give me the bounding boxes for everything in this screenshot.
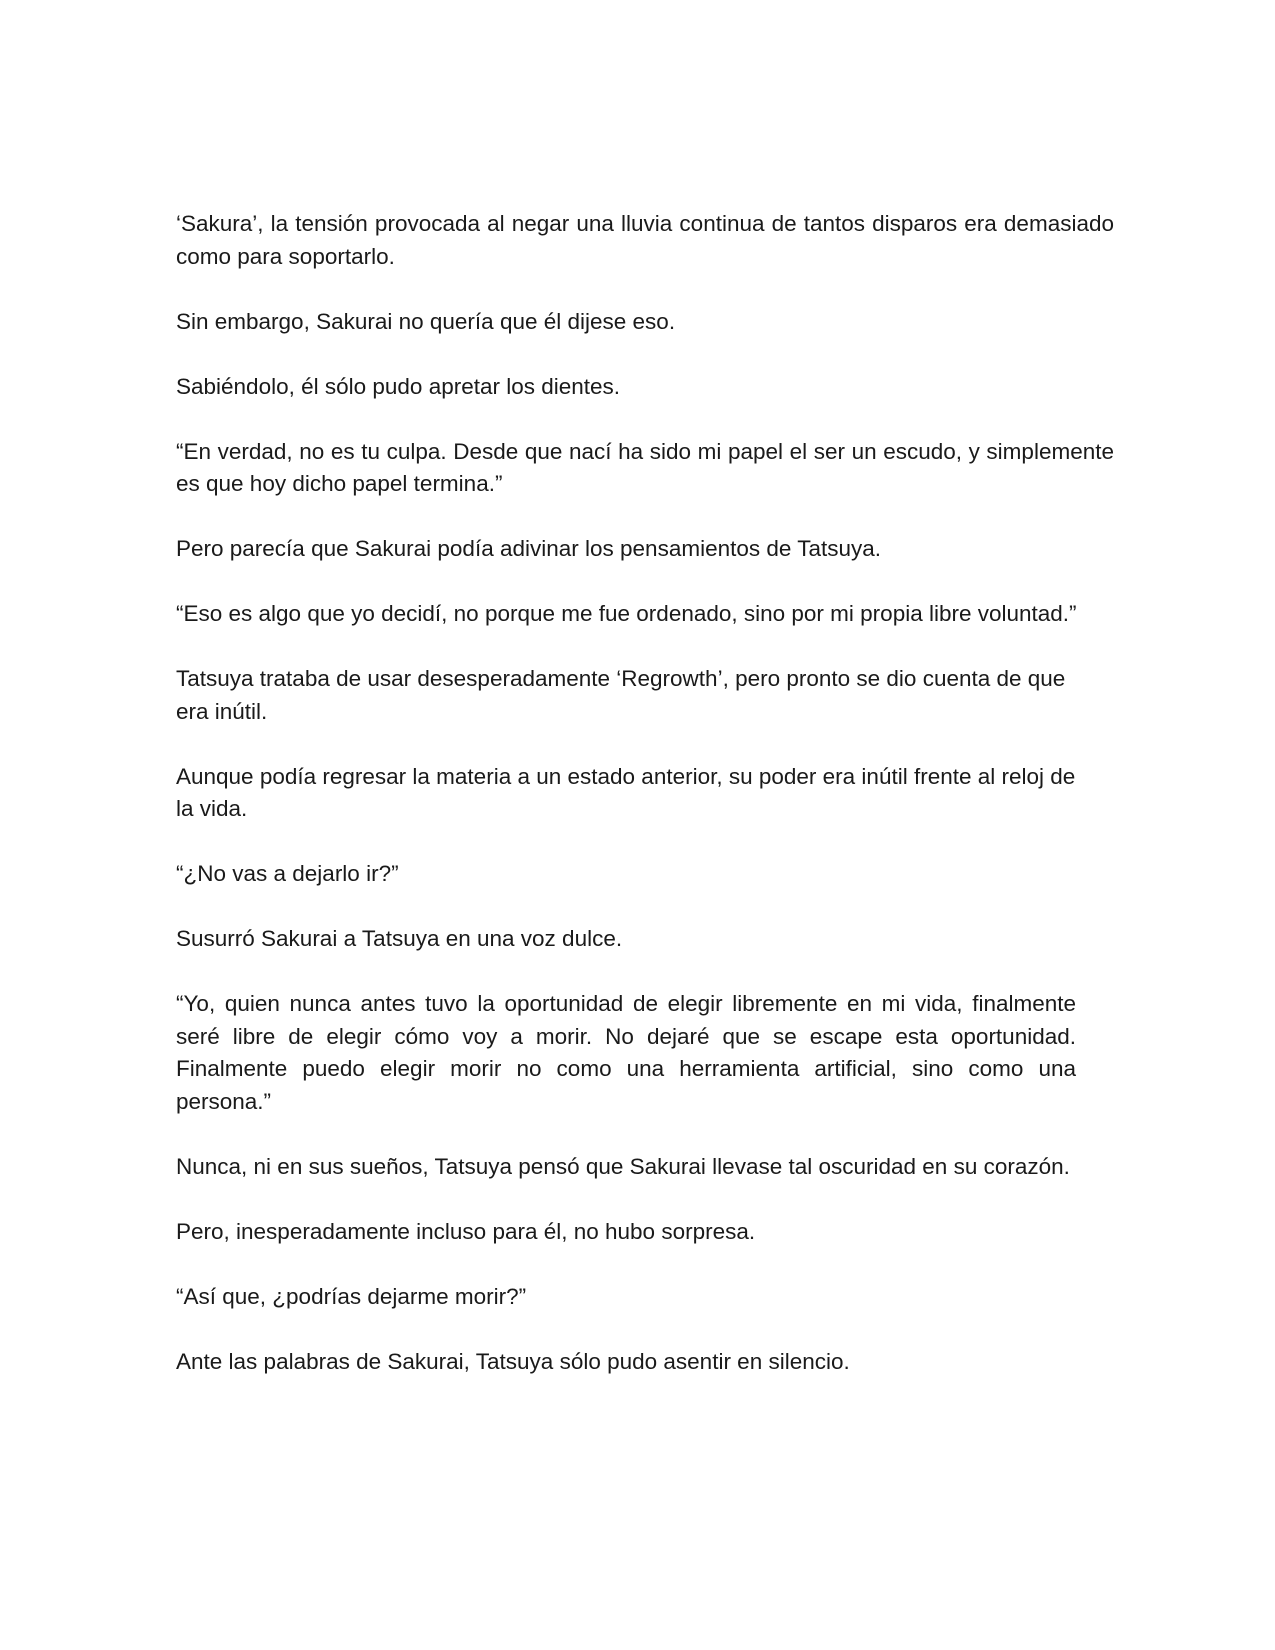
paragraph-6: “Eso es algo que yo decidí, no porque me fue ordenado, sino por mi propia libre voluntad.” [176, 601, 1077, 626]
paragraph-1: ‘Sakura’, la tensión provocada al negar una lluvia continua de tantos disparos era demasiado como para soportarlo. [176, 211, 1114, 269]
paragraph-7: Tatsuya trataba de usar desesperadamente ‘Regrowth’, pero pronto se dio cuenta de que era inútil. [176, 666, 1066, 724]
paragraph-11: “Yo, quien nunca antes tuvo la oportunidad de elegir libremente en mi vida, finalmente seré libre de elegir cómo voy a morir. No dejaré que se escape esta oportunidad. Finalmente puedo elegir morir no como una herramienta artificial, sino como una persona.” [176, 991, 1076, 1114]
paragraph-8: Aunque podía regresar la materia a un estado anterior, su poder era inútil frente al reloj de la vida. [176, 763, 1076, 821]
paragraph-12: Nunca, ni en sus sueños, Tatsuya pensó que Sakurai llevase tal oscuridad en su corazón. [176, 1153, 1070, 1179]
paragraph-14: “Así que, ¿podrías dejarme morir?” [176, 1283, 527, 1309]
paragraph-5: Pero parecía que Sakurai podía adivinar los pensamientos de Tatsuya. [176, 536, 882, 561]
paragraph-4: “En verdad, no es tu culpa. Desde que nací ha sido mi papel el ser un escudo, y simplemente es que hoy dicho papel termina.” [176, 438, 1114, 496]
paragraph-9: “¿No vas a dejarlo ir?” [176, 861, 399, 886]
paragraph-15: Ante las palabras de Sakurai, Tatsuya sólo pudo asentir en silencio. [176, 1348, 850, 1374]
paragraph-2: Sin embargo, Sakurai no quería que él dijese eso. [176, 308, 676, 334]
paragraph-3: Sabiéndolo, él sólo pudo apretar los dientes. [176, 373, 621, 399]
paragraph-10: Susurró Sakurai a Tatsuya en una voz dulce. [176, 926, 623, 951]
body-text [176, 208, 1114, 1411]
paragraph-13: Pero, inesperadamente incluso para él, no hubo sorpresa. [176, 1218, 756, 1244]
